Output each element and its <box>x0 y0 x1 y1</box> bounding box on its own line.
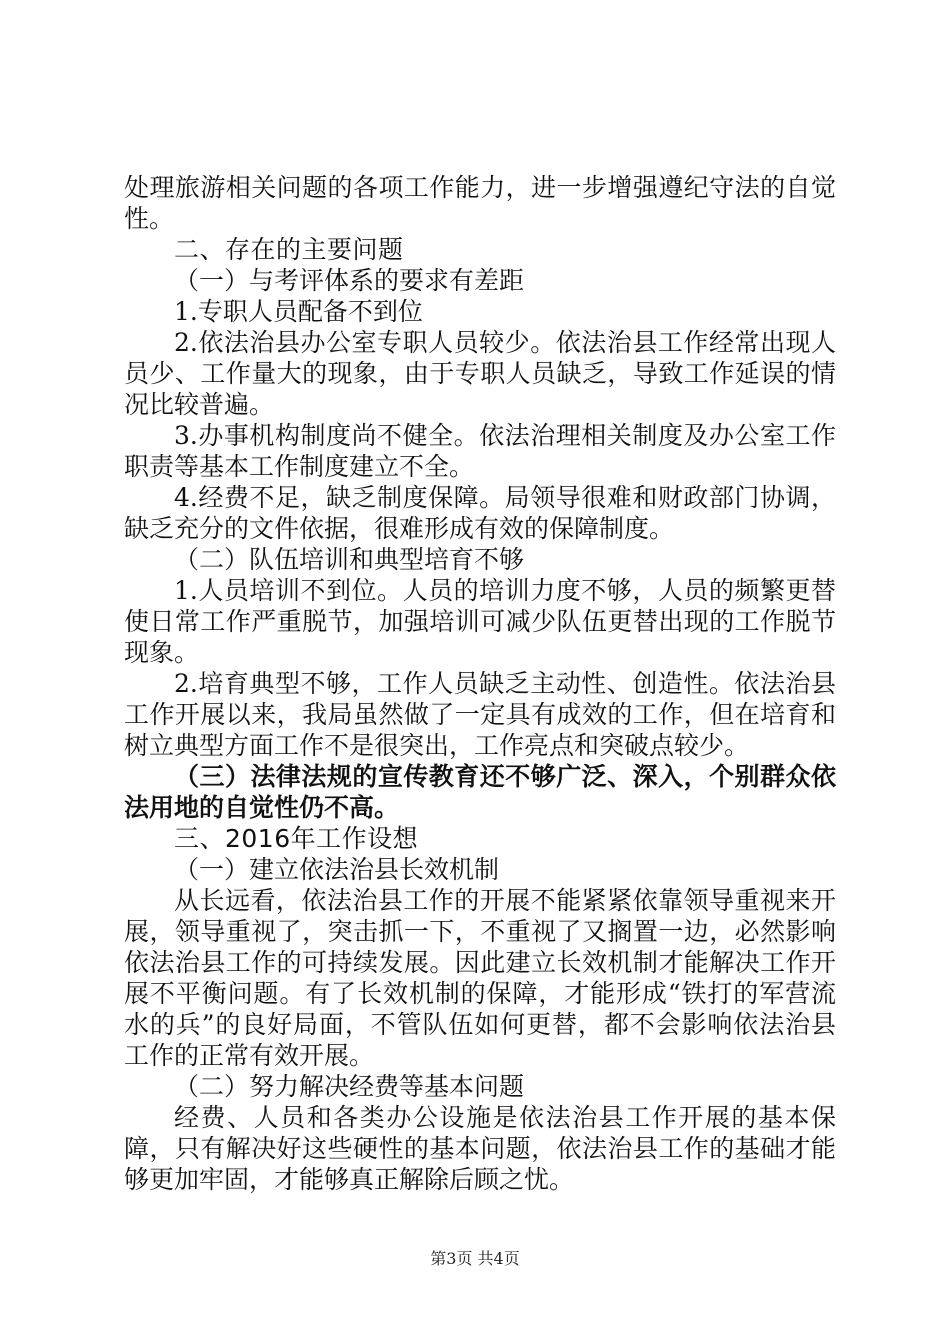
paragraph-long-term-mechanism: 从长远看，依法治县工作的开展不能紧紧依靠领导重视来开展，领导重视了，突击抓一下，不重视了又搁置一边，必然影响依法治县工作的可持续发展。因此建立长效机制才能解决工作开展不平衡问题。有了长效机制的保障，才能形成“铁打的军营流水的兵”的良好局面，不管队伍如何更替，都不会影响依法治县工作的正常有效开展。 <box>124 886 836 1070</box>
subsection-heading-evaluation-gap: （一）与考评体系的要求有差距 <box>174 266 525 295</box>
section-heading-plans: 三、2016年工作设想 <box>174 824 419 853</box>
document-body <box>124 172 836 1195</box>
paragraph-training: 1.人员培训不到位。人员的培训力度不够，人员的频繁更替使日常工作严重脱节，加强培训可减少队伍更替出现的工作脱节现象。 <box>124 576 836 667</box>
subsection-heading-training: （二）队伍培训和典型培育不够 <box>174 545 525 574</box>
subsection-heading-long-term-mechanism: （一）建立依法治县长效机制 <box>174 855 500 884</box>
paragraph-office-staff: 2.依法治县办公室专职人员较少。依法治县工作经常出现人员少、工作量大的现象，由于专职人员缺乏，导致工作延误的情况比较普遍。 <box>124 328 836 419</box>
section-heading-problems: 二、存在的主要问题 <box>174 235 404 264</box>
subsection-heading-funding-issues: （二）努力解决经费等基本问题 <box>174 1072 525 1101</box>
paragraph-institution-rules: 3.办事机构制度尚不健全。依法治理相关制度及办公室工作职责等基本工作制度建立不全。 <box>124 421 836 481</box>
page-footer <box>0 1246 950 1269</box>
page-indicator: 第3页 共4页 <box>430 1249 520 1268</box>
paragraph-staffing-item: 1.专职人员配备不到位 <box>174 297 423 326</box>
paragraph-funding-issues: 经费、人员和各类办公设施是依法治县工作开展的基本保障，只有解决好这些硬性的基本问题，依法治县工作的基础才能够更加牢固，才能够真正解除后顾之忧。 <box>124 1103 836 1194</box>
subsection-heading-publicity: （三）法律法规的宣传教育还不够广泛、深入，个别群众依法用地的自觉性仍不高。 <box>124 762 836 822</box>
paragraph-models: 2.培育典型不够，工作人员缺乏主动性、创造性。依法治县工作开展以来，我局虽然做了一定具有成效的工作，但在培育和树立典型方面工作不是很突出，工作亮点和突破点较少。 <box>124 669 836 760</box>
paragraph-continuation: 处理旅游相关问题的各项工作能力，进一步增强遵纪守法的自觉性。 <box>124 173 836 233</box>
paragraph-funding: 4.经费不足，缺乏制度保障。局领导很难和财政部门协调，缺乏充分的文件依据，很难形成有效的保障制度。 <box>124 483 836 543</box>
